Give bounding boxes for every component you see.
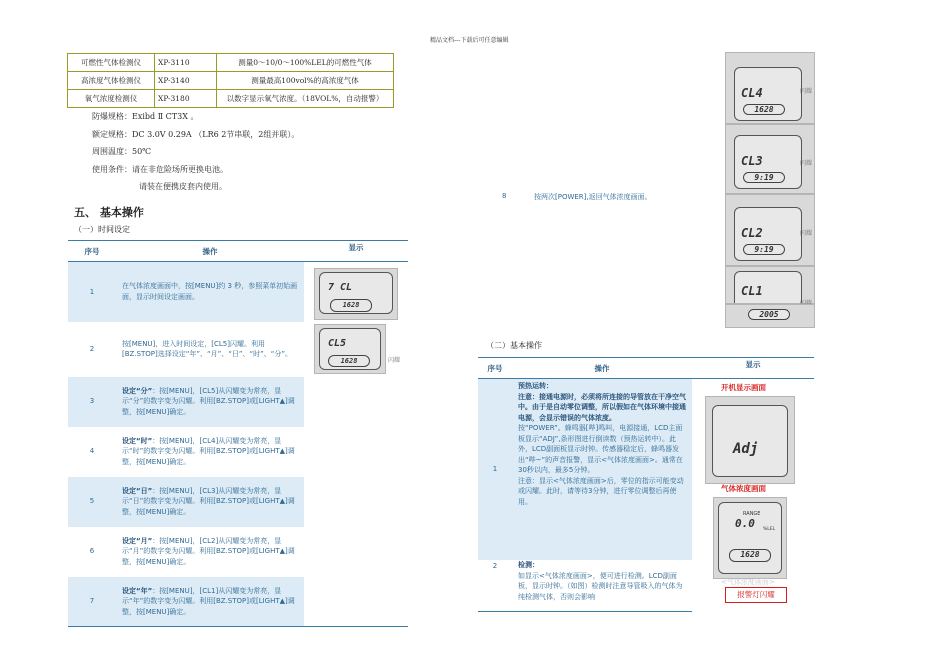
lcd-main-text: CL4 bbox=[741, 86, 763, 100]
spec-line: 请装在便携皮套内使用。 bbox=[139, 182, 227, 191]
row-display bbox=[692, 379, 814, 612]
row-text: ：按[MENU]，[CL2]从闪耀变为常亮，显示“月”的数字变为闪耀。利用[BZ.STOP]或[LIGHT▲]调整，按[MENU]确定。 bbox=[122, 536, 295, 566]
spec-line: 使用条件：请在非危险场所更换电池。 bbox=[92, 164, 228, 174]
flash-label: 闪耀 bbox=[800, 88, 813, 95]
row-text: 如显示<气体浓度画面>，便可进行检测。LCD副面板，显示时钟。（如图）检测时注意导管吸入的气体为纯检测气体，否则会影响 bbox=[518, 571, 683, 601]
table-row bbox=[68, 377, 408, 427]
lcd-screen bbox=[712, 405, 788, 477]
spec-name: 高浓度气体检测仪 bbox=[68, 72, 155, 90]
lcd-sub-text: 2005 bbox=[748, 309, 790, 320]
table-header-row bbox=[478, 358, 814, 379]
spec-model: XP-3180 bbox=[155, 90, 217, 108]
table-header-row bbox=[68, 241, 408, 262]
gas-caption: <气体浓度画面> bbox=[721, 578, 775, 586]
table-row bbox=[68, 527, 408, 577]
subsection-title-basic: （二）基本操作 bbox=[486, 341, 542, 350]
row-title: 预热运转： bbox=[518, 382, 553, 390]
time-setting-table bbox=[68, 240, 408, 627]
section-title: 五、 基本操作 bbox=[74, 206, 144, 219]
adj-text: Adj bbox=[733, 441, 759, 457]
table-row bbox=[68, 322, 408, 377]
row-display bbox=[304, 262, 408, 322]
lcd-screen bbox=[718, 502, 782, 574]
gas-value: 0.0 bbox=[735, 517, 755, 530]
table-row bbox=[68, 262, 408, 322]
flash-label: 闪耀 bbox=[800, 230, 813, 237]
spec-row bbox=[68, 72, 394, 90]
lcd-sub-text: 9:19 bbox=[743, 172, 785, 183]
step8-num: 8 bbox=[502, 192, 507, 200]
lcd-main-text: 7 CL bbox=[328, 282, 353, 293]
gas-unit: %LEL bbox=[763, 527, 776, 532]
spec-model: XP-3140 bbox=[155, 72, 217, 90]
spec-name: 可燃性气体检测仪 bbox=[68, 54, 155, 72]
adj-lcd bbox=[705, 396, 795, 484]
row-num: 5 bbox=[68, 477, 116, 527]
spec-model: XP-3110 bbox=[155, 54, 217, 72]
label-gas-screen: 气体浓度画面 bbox=[721, 484, 766, 493]
spec-line: 额定规格：DC 3.0V 0.29A （LR6 2节串联，2组并联）。 bbox=[92, 129, 300, 139]
row-num: 3 bbox=[68, 377, 116, 427]
row-text: 按[MENU]，进入时间设定，[CL5]闪耀。利用[BZ.STOP]选择设定“年”、“月”、“日”、“时”、“分”。 bbox=[122, 339, 292, 358]
lcd-display bbox=[314, 324, 386, 374]
row-lead: 设定“年” bbox=[122, 586, 153, 595]
gas-sub-text: 1628 bbox=[729, 549, 771, 562]
row-num: 2 bbox=[478, 560, 512, 611]
row-op bbox=[116, 377, 304, 427]
row-display bbox=[304, 427, 408, 477]
step8-text: 按两次[POWER],返回气体浓度画面。 bbox=[534, 193, 652, 201]
lcd-screen bbox=[319, 272, 393, 314]
spec-row bbox=[68, 54, 394, 72]
row-num: 6 bbox=[89, 547, 95, 556]
row-op bbox=[116, 477, 304, 527]
row-display bbox=[304, 377, 408, 427]
row-text: 注意：显示<气体浓度画面>后，零位的指示可能变动或闪耀。此时，请等待3分钟，进行零位调整后再使用。 bbox=[518, 476, 684, 506]
row-op bbox=[512, 560, 692, 611]
row-text: 在气体浓度画面中，按[MENU]约 3 秒，参照菜单初始画面，显示时间设定画面。 bbox=[122, 282, 298, 301]
lcd-main-text: CL2 bbox=[741, 226, 763, 240]
basic-operation-table bbox=[478, 357, 814, 612]
alarm-lamp-label: 报警灯闪耀 bbox=[725, 587, 787, 603]
header-num: 序号 bbox=[68, 241, 116, 262]
lcd-sub-text: 9:19 bbox=[743, 244, 785, 255]
lcd-main-text: CL5 bbox=[328, 337, 347, 349]
lcd-screen bbox=[734, 271, 802, 304]
spec-desc: 测量最高100vol%的高浓度气体 bbox=[217, 72, 394, 90]
table-row bbox=[68, 477, 408, 527]
row-display bbox=[304, 577, 408, 627]
gas-lcd bbox=[713, 497, 787, 579]
lcd-screen bbox=[734, 207, 802, 261]
row-num: 4 bbox=[89, 447, 95, 456]
lcd-sub-text: 1628 bbox=[328, 355, 370, 368]
row-num: 1 bbox=[478, 379, 512, 561]
lcd-screen bbox=[734, 67, 802, 121]
lcd-sub-text: 1628 bbox=[330, 299, 372, 312]
lcd-display-bottom bbox=[725, 304, 815, 328]
spec-name: 氧气浓度检测仪 bbox=[68, 90, 155, 108]
row-text: ：按[MENU]，[CL3]从闪耀变为常亮，显示“日”的数字变为闪耀。利用[BZ.STOP]或[LIGHT▲]调整，按[MENU]确定。 bbox=[122, 486, 295, 516]
row-display bbox=[304, 527, 408, 577]
spec-line: 防爆规格：Exibd Ⅱ CT3X 。 bbox=[92, 112, 199, 121]
table-row bbox=[68, 427, 408, 477]
spec-desc: 测量0～10/0～100%LEL的可燃性气体 bbox=[217, 54, 394, 72]
header-op: 操作 bbox=[116, 241, 304, 262]
row-lead: 设定“分” bbox=[122, 386, 153, 395]
header-num: 序号 bbox=[478, 358, 512, 379]
row-display bbox=[304, 477, 408, 527]
row-text: ：按[MENU]，[CL5]从闪耀变为常亮，显示“分”的数字变为闪耀。利用[BZ.STOP]或[LIGHT▲]调整，按[MENU]确定。 bbox=[122, 386, 295, 416]
row-note: 注意：接通电源时，必须将所连接的导管放在干净空气中。由于是自动零位调整，所以假如在气体环境中接通电源，会显示错误的气体浓度。 bbox=[518, 392, 686, 422]
spec-row bbox=[68, 90, 394, 108]
table-row bbox=[68, 577, 408, 627]
lcd-screen bbox=[734, 135, 802, 189]
label-power-on: 开机显示画面 bbox=[721, 383, 766, 392]
row-lead: 设定“日” bbox=[122, 486, 153, 495]
row-title: 检测： bbox=[518, 561, 539, 569]
row-text: ：按[MENU]，[CL1]从闪耀变为常亮，显示“年”的数字变为闪耀。利用[BZ.STOP]或[LIGHT▲]调整，按[MENU]确定。 bbox=[122, 586, 295, 616]
spec-table bbox=[67, 53, 394, 108]
header-note: 精品文档---下载后可任意编辑 bbox=[430, 37, 509, 44]
spec-desc: 以数字显示氧气浓度。（18VOL%，自动报警） bbox=[217, 90, 394, 108]
header-display: 显示 bbox=[692, 358, 814, 379]
row-num: 1 bbox=[68, 262, 116, 322]
header-op: 操作 bbox=[512, 358, 692, 379]
flash-label: 闪耀 bbox=[388, 356, 401, 364]
row-op bbox=[116, 427, 304, 477]
lcd-sub-text: 1628 bbox=[743, 104, 785, 115]
table-row bbox=[478, 379, 814, 561]
row-lead: 设定“时” bbox=[122, 436, 153, 445]
row-lead: 设定“月” bbox=[122, 536, 153, 545]
flash-label: 闪耀 bbox=[800, 160, 813, 167]
lcd-display bbox=[314, 268, 398, 320]
subsection-title-time: （一）时间设定 bbox=[74, 225, 130, 234]
row-text: ：按[MENU]，[CL4]从闪耀变为常亮，显示“时”的数字变为闪耀。利用[BZ.STOP]或[LIGHT▲]调整，按[MENU]确定。 bbox=[122, 436, 295, 466]
spec-lines bbox=[92, 108, 299, 196]
lcd-main-text: CL3 bbox=[741, 154, 763, 168]
spec-line: 周围温度：50℃ bbox=[92, 147, 152, 156]
row-num: 7 bbox=[68, 577, 116, 627]
row-num: 2 bbox=[89, 344, 95, 353]
row-text: 按“POWER”。蜂鸣器[哔]鸣叫，电源接通，LCD主面板显示“ADJ”,条形图进行倒读数（预热运转中）。此外，LCD副面板显示时钟。传感器稳定后，蜂鸣器发出“哔~”的声音报警，显示<气体浓度画面>。通常在30秒以内，最多5分钟。 bbox=[518, 424, 683, 474]
lcd-main-text: CL1 bbox=[741, 284, 763, 298]
row-op bbox=[512, 379, 692, 561]
row-op bbox=[116, 577, 304, 627]
row-op bbox=[116, 262, 304, 322]
lcd-screen bbox=[319, 328, 381, 370]
header-display: 显示 bbox=[304, 241, 408, 262]
row-display bbox=[304, 322, 408, 377]
row-op bbox=[116, 322, 304, 377]
gas-range: RANGE bbox=[743, 511, 761, 517]
row-op bbox=[116, 527, 304, 577]
